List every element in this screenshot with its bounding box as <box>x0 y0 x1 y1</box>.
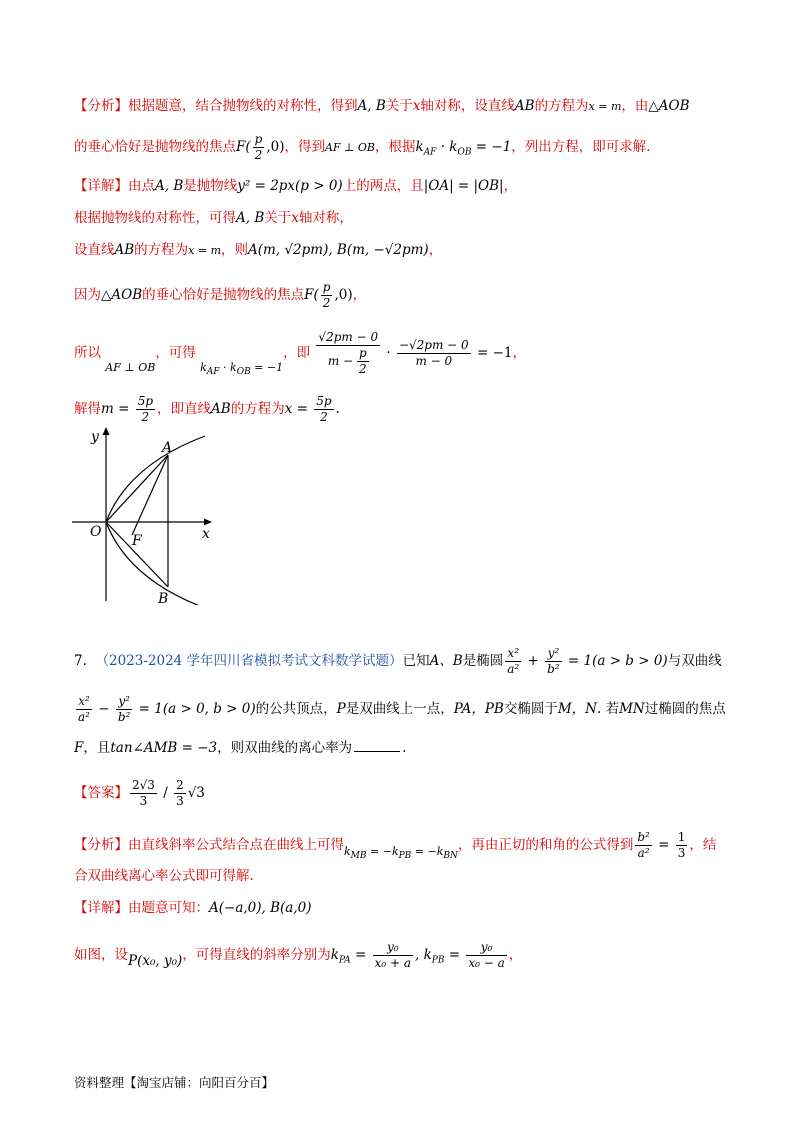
text: 由直线斜率公式结合点在曲线上可得 <box>128 837 344 853</box>
math: △AOB <box>101 287 143 303</box>
fraction: $\frac{-√2pm - 0}{m - 0}$ <box>398 338 469 368</box>
answer-7-line <box>74 778 734 809</box>
text: ，再由正切的和角的公式得到 <box>457 837 634 853</box>
analysis-tag: 【分析】 <box>74 98 128 114</box>
text: ， <box>512 345 526 361</box>
math: x = m <box>588 100 622 113</box>
detail-7-line-1 <box>74 898 734 918</box>
answer-blank <box>354 739 400 752</box>
text: ， <box>503 178 518 194</box>
text: 的垂心恰好是抛物线的焦点 <box>74 139 236 155</box>
text: 的公共顶点， <box>255 701 337 717</box>
math: PA，PB <box>453 701 504 717</box>
text: 所以 <box>74 345 101 361</box>
text: ，可得 <box>155 345 196 361</box>
problem-number: 7. <box>74 653 87 669</box>
math: = −1 <box>472 345 513 361</box>
detail-6-line-2 <box>74 208 734 228</box>
math: A, B <box>155 178 184 194</box>
detail-6-line-1 <box>74 176 734 196</box>
problem-7-line-3 <box>74 738 734 758</box>
analysis-7-line-2 <box>74 866 734 886</box>
text: 是椭圆 <box>462 653 504 669</box>
math: ,0) <box>334 287 353 303</box>
fraction: $\frac{\text{x²}}{\text{a²}}$ <box>78 694 90 724</box>
math: AB <box>211 401 231 417</box>
math: A, B <box>357 98 386 114</box>
label-o: O <box>90 524 102 540</box>
math: A(m, √2pm), B(m, −√2pm) <box>248 242 429 258</box>
math: A, B <box>236 210 265 226</box>
fraction: $\frac{1}{3}$ <box>677 830 686 860</box>
x-axis-arrow <box>204 519 212 526</box>
fraction: $\frac{p}{2}$ <box>322 280 331 310</box>
fraction: $\frac{\text{y₀}}{\text{x₀ + a}}$ <box>374 940 412 970</box>
fraction: $\frac{\text{y²}}{\text{b²}}$ <box>547 646 560 676</box>
math: AB <box>114 242 135 258</box>
math: AF ⊥ OB <box>105 361 156 374</box>
text: ，结 <box>689 837 717 853</box>
math: MN <box>619 701 645 717</box>
text: 关于 <box>385 98 413 114</box>
math: x <box>291 210 299 226</box>
math: kMB = −kPB = −kBN <box>344 845 458 862</box>
text: ，由 <box>621 98 649 114</box>
text: ，即直线 <box>157 401 212 417</box>
problem-7-line-1 <box>74 646 734 677</box>
fraction: $\frac{5p}{2}$ <box>316 394 332 424</box>
problem-7-line-2 <box>74 694 734 725</box>
label-f: F <box>132 533 142 549</box>
parabola-figure <box>70 425 220 605</box>
analysis-7-line-1 <box>74 830 734 861</box>
text: ，则双曲线的离心率为 <box>217 740 353 756</box>
text: . <box>335 401 340 417</box>
text: 的方程为 <box>534 98 589 114</box>
fraction: $\frac{2}{3}$ <box>176 778 184 808</box>
footer-text: 资料整理【淘宝店铺：向阳百分百】 <box>74 1075 275 1090</box>
text: ，列出方程，即可求解. <box>511 139 651 155</box>
math: = 1(a > b > 0) <box>563 653 668 669</box>
analysis-6-line-2 <box>74 132 734 163</box>
math: $k_{AF} \cdot k_{OB} = -1$ <box>415 139 512 158</box>
detail-tag: 【详解】 <box>74 178 128 194</box>
analysis-tag: 【分析】 <box>74 837 128 853</box>
text: 合双曲线离心率公式即可得解. <box>74 868 254 884</box>
fraction: $\frac{\text{x²}}{\text{a²}}$ <box>507 646 520 676</box>
problem-source: （2023-2024 学年四川省模拟考试文科数学试题） <box>95 653 403 669</box>
detail-6-line-6 <box>74 394 734 425</box>
text: 轴对称， <box>298 210 353 226</box>
detail-7-line-2 <box>74 940 734 971</box>
label-b: B <box>158 591 169 605</box>
text: 因为 <box>74 287 101 303</box>
answer-tag: 【答案】 <box>74 785 128 801</box>
math: $k_{PA}$ = <box>330 947 371 966</box>
math: AF ⊥ OB <box>324 141 375 154</box>
segment-ob <box>106 522 168 587</box>
text: ，则 <box>221 242 249 258</box>
math: tan∠AMB = −3 <box>110 740 218 756</box>
analysis-6-line-1 <box>74 96 734 117</box>
math: x = <box>284 401 313 417</box>
math: F( <box>236 139 251 155</box>
detail-6-line-3 <box>74 240 734 261</box>
fraction: $\frac{\text{b²}}{\text{a²}}$ <box>637 830 650 860</box>
math: = 1(a > 0, b > 0) <box>134 701 256 717</box>
math: |OA| = |OB| <box>423 178 504 194</box>
math: m = <box>101 401 134 417</box>
math: △AOB <box>648 98 690 114</box>
math: / <box>158 785 173 801</box>
text: ，根据 <box>375 139 416 155</box>
math: AB <box>514 98 535 114</box>
text: 根据抛物线的对称性，可得 <box>74 210 236 226</box>
label-a: A <box>162 440 173 456</box>
text: 解得 <box>74 401 101 417</box>
fraction: $\frac{\text{y²}}{\text{b²}}$ <box>117 694 131 724</box>
text: 根据题意，结合抛物线的对称性，得到 <box>128 98 358 114</box>
text: 是双曲线上一点， <box>345 701 454 717</box>
segment-oa <box>106 455 168 522</box>
math: F <box>74 740 84 756</box>
text: ， <box>508 947 523 963</box>
text: ，即 <box>283 345 311 361</box>
math: P(x₀, y₀) <box>128 953 183 969</box>
text: 过椭圆的焦点 <box>644 701 726 717</box>
math: ,0) <box>266 139 285 155</box>
text: 交椭圆于 <box>503 701 558 717</box>
text: 轴对称，设直线 <box>420 98 515 114</box>
text: ， <box>428 242 443 258</box>
text: 如图，设 <box>74 947 128 963</box>
fraction: $\frac{5p}{2}$ <box>137 394 154 424</box>
text: ， <box>352 287 367 303</box>
math: = <box>653 837 674 853</box>
text: 设直线 <box>74 242 115 258</box>
segment-af <box>132 455 168 535</box>
fraction: $\frac{2√3}{3}$ <box>132 778 155 808</box>
fraction: $\frac{p}{2}$ <box>254 132 263 162</box>
text: 的垂心恰好是抛物线的焦点 <box>142 287 305 303</box>
text: ，可得直线的斜率分别为 <box>182 947 331 963</box>
text: 由题意可知： <box>128 900 209 916</box>
text: 已知 <box>402 653 430 669</box>
text: 是抛物线 <box>183 178 238 194</box>
text: ，且 <box>83 740 111 756</box>
math: , $k_{PB}$ = <box>415 947 465 966</box>
y-axis-arrow <box>103 427 110 435</box>
math: F( <box>304 287 319 303</box>
math: P <box>336 701 346 717</box>
text: 的方程为 <box>134 242 189 258</box>
text: 的方程为 <box>230 401 285 417</box>
math: A、B <box>429 653 463 669</box>
text: ，得到 <box>284 139 325 155</box>
math: + <box>523 653 544 669</box>
fraction: √2pm − 0 m − $\frac{p}{2}$ <box>318 330 379 376</box>
math: A(−a,0), B(a,0) <box>209 900 312 916</box>
text: 与双曲线 <box>667 653 722 669</box>
math: kAF · kOB = −1 <box>200 361 284 378</box>
math: · <box>382 345 395 361</box>
text: 关于 <box>264 210 292 226</box>
label-x: x <box>202 526 210 542</box>
text: . 若 <box>596 701 620 717</box>
math: x = m <box>188 244 222 257</box>
fraction: $\frac{\text{y₀}}{\text{x₀ − a}}$ <box>468 940 505 970</box>
detail-6-line-5 <box>74 330 734 377</box>
math: √3 <box>187 785 205 801</box>
text: . <box>402 740 407 756</box>
math: M，N <box>557 701 597 717</box>
label-y: y <box>91 429 99 445</box>
detail-tag: 【详解】 <box>74 900 128 916</box>
text: 由点 <box>128 178 155 194</box>
text: 上的两点，且 <box>342 178 424 194</box>
parabola-curve <box>106 436 205 605</box>
detail-6-line-4 <box>74 280 734 311</box>
math: − <box>93 701 114 717</box>
math: y² = 2px(p > 0) <box>237 178 343 194</box>
math: x <box>412 98 421 114</box>
